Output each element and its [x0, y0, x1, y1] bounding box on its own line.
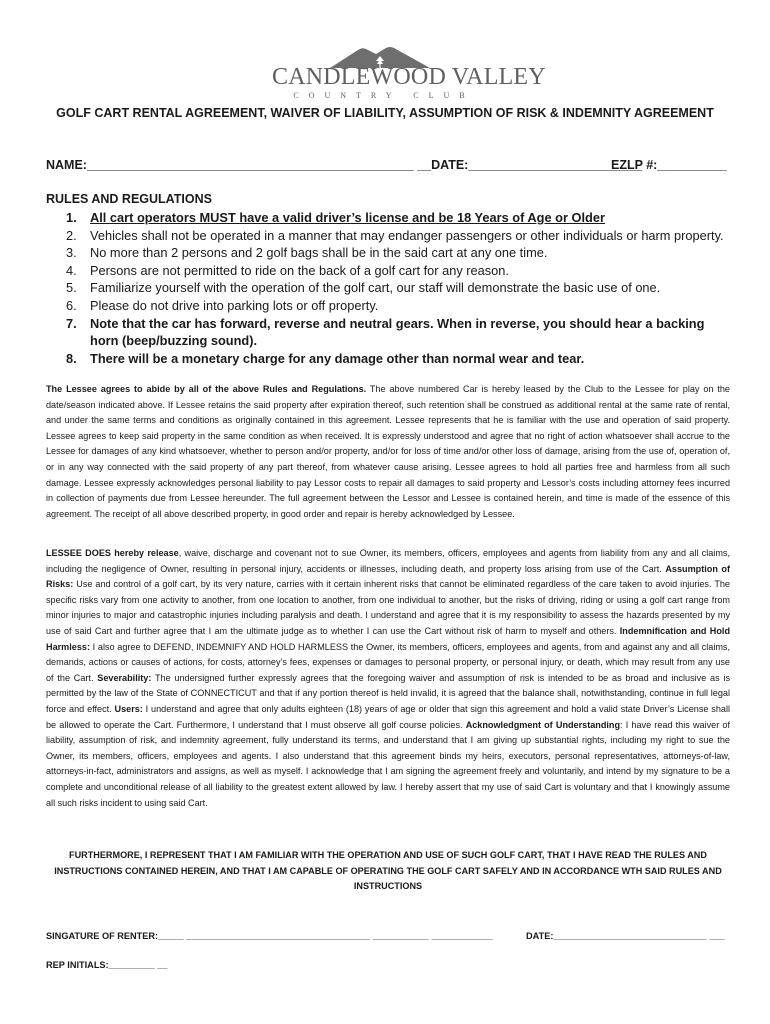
rule-item: 5. Familiarize yourself with the operation of the golf cart, our staff will demonstrate the basic use of one. [66, 280, 661, 296]
rule-item: 2. Vehicles shall not be operated in a manner that may endanger passengers or other individuals or harm property. [66, 227, 724, 243]
rule-item: 3. No more than 2 persons and 2 golf bags shall be in the said cart at any one time. [66, 245, 548, 261]
rule-item: 8. There will be a monetary charge for any damage other than normal wear and tear. [66, 350, 585, 366]
lease-terms-paragraph: The Lessee agrees to abide by all of the above Rules and Regulations. The above numbered Car is hereby leased by the Club to the Lessee for play on the date/season indicated above. If Lessee retains the said property after expiration thereof, such retention shall be construed as additional rental at the same rate of rental, and under the same terms and conditions as originally contained in this agreement. Lessee represents that he is familiar with the use and operation of said property. Lessee agrees to keep said property in the same condition as when received. It is expressly understood and agree that no right of action whatsoever shall accrue to the Lessee for damages of any kind whatsoever, whether to person and/or property, and/or for loss of time and/or other loss of damage, arising from the use of, operation of, or in any way connected with the said property of any part thereof, from whatever cause arising. Lessee agrees to hold all parties free and harmless from all such damage. Lessee expressly acknowledges personal liability to pay Lessor costs to repair all damages to said property and Lessor’s costs including attorney fees incurred in collection of payments due from Lessee hereunder. The full agreement between the Lessor and Lessee is contained herein, and time is made of the essence of this agreement. The receipt of all above described property, in good order and repair is hereby acknowledged by Lessee. [46, 384, 730, 519]
document-title: GOLF CART RENTAL AGREEMENT, WAIVER OF LIABILITY, ASSUMPTION OF RISK & INDEMNITY AGREEMENT [56, 106, 714, 120]
signature-date-field[interactable]: DATE:______________________________ ___ [526, 931, 725, 941]
club-subtitle: COUNTRY CLUB [293, 91, 475, 100]
name-date-field[interactable]: NAME:_______________________________________________ __DATE:_________________________ [46, 158, 643, 172]
club-logo [272, 44, 546, 104]
renter-signature-field[interactable]: SINGATURE OF RENTER:_____ ____________________________________ ___________ ____________ [46, 931, 493, 941]
rule-item: 1. All cart operators MUST have a valid driver’s license and be 18 Years of Age or Older [66, 210, 605, 225]
rep-initials-field[interactable]: REP INITIALS:_________ __ [46, 960, 168, 970]
rules-heading: RULES AND REGULATIONS [46, 192, 212, 206]
rule-item: 4. Persons are not permitted to ride on the back of a golf cart for any reason. [66, 262, 509, 278]
rules-list [46, 209, 736, 367]
ezlp-field[interactable]: EZLP #:__________ [611, 158, 727, 172]
rule-item: 7. Note that the car has forward, reverse and neutral gears. When in reverse, you should hear a backing horn (beep/buzzing sound). [66, 315, 705, 349]
waiver-paragraph: LESSEE DOES hereby release, waive, discharge and covenant not to sue Owner, its members, officers, employees and agents from liability from any and all claims, including the negligence of Owner, resulting in personal injury, accidents or illnesses, including death, and property loss arising from use of the Cart. Assumption of Risks: Use and control of a golf cart, by its very nature, carries with it certain inherent risks that cannot be eliminated regardless of the care taken to avoid injuries. The specific risks vary from one activity to another, from one location to another, from one individual to another, but the risks of driving, riding or using a golf cart range from minor injuries to major and catastrophic injuries including paralysis and death. I understand and agree that it is my responsibility to assess the hazards presented by my use of said Cart and further agree that I am the ultimate judge as to whether I can use the Cart without risk of harm to myself and others. Indemnification and Hold Harmless: I also agree to DEFEND, INDEMNIFY AND HOLD HARMLESS the Owner, its members, officers, employees and agents, from and against any and all claims, demands, actions or causes of actions, for costs, attorney’s fees, expenses or damages to personal property, or personal injury, or death, which may result from any use of the Cart. Severability: The undersigned further expressly agrees that the foregoing waiver and assumption of risk is intended to be as broad and inclusive as is permitted by the law of the State of CONNECTICUT and that if any portion thereof is held invalid, it is agreed that the balance shall, notwithstanding, continue in full legal force and effect. Users: I understand and agree that only adults eighteen (18) years of age or older that sign this agreement and hold a valid state Driver’s License shall be allowed to operate the Cart. Furthermore, I understand that I must observe all golf course policies. Acknowledgment of Understanding: I have read this waiver of liability, assumption of risk, and indemnity agreement, fully understand its terms, and understand that I am giving up substantial rights, including my right to sue the Owner, its members, officers, employees and agents. I also understand that this agreement binds my heirs, executors, personal representatives, attorneys-of-law, attorneys-in-fact, administrators and assigns, as well as myself. I acknowledge that I am signing the agreement freely and voluntarily, and intend by my signature to be a complete and unconditional release of all liability to the greatest extent allowed by law. I hereby assert that my use of said Cart is voluntary and that I knowingly assume all such risks incident to using said Cart. [46, 548, 730, 808]
rule-item: 6. Please do not drive into parking lots or off property. [66, 297, 379, 313]
furthermore-statement: FURTHERMORE, I REPRESENT THAT I AM FAMILIAR WITH THE OPERATION AND USE OF SUCH GOLF CART, THAT I HAVE READ THE RULES AND INSTRUCTIONS CONTAINED HEREIN, AND THAT I AM CAPABLE OF OPERATING THE GOLF CART SAFELY AND IN ACCORDANCE WTH SAID RULES AND INSTRUCTIONS [54, 850, 722, 892]
club-name: CANDLEWOOD VALLEY [272, 64, 546, 90]
